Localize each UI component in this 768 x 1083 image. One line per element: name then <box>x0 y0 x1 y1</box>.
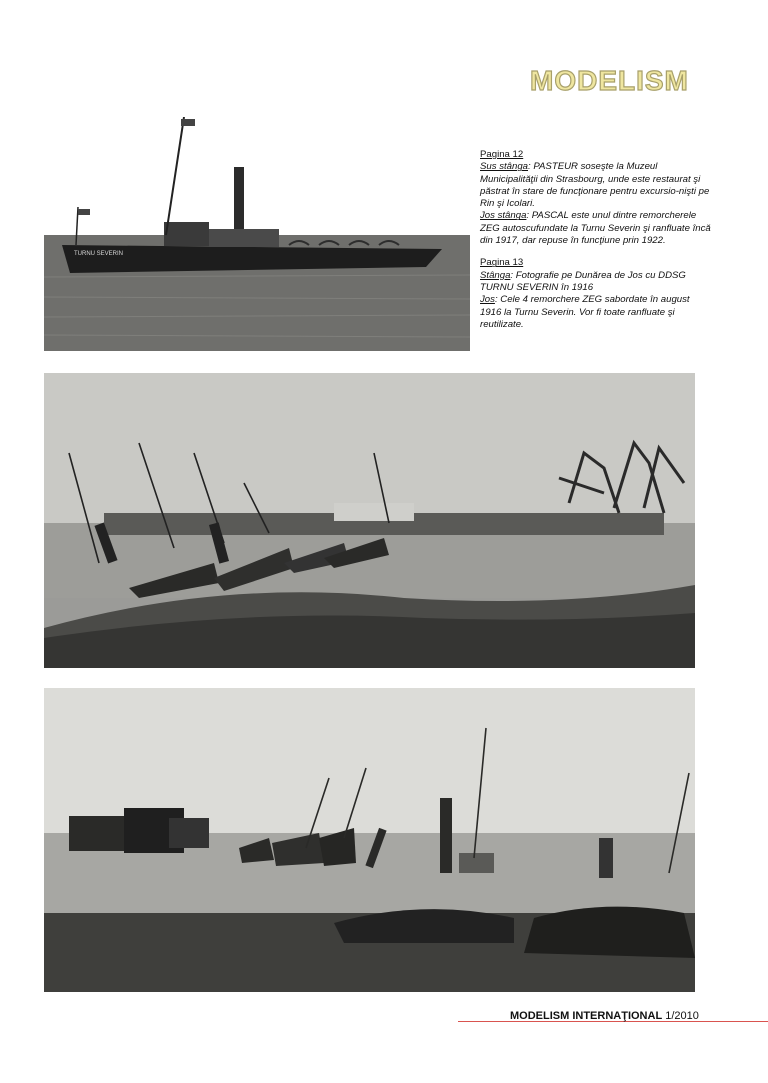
photo-steam-tug <box>44 117 470 351</box>
caption-label: Stânga <box>480 269 511 281</box>
caption-page12-top-left <box>480 161 712 210</box>
ship-name-text: TURNU SEVERIN <box>74 251 124 257</box>
caption-label: Jos stânga <box>480 210 527 222</box>
caption-text: : Fotografie pe Dunărea de Jos cu DDSG TURNU SEVERIN în 1916 <box>480 269 686 293</box>
caption-text: : PASTEUR soseşte la Muzeul Municipalităţii din Strasbourg, unde este restaurat şi păstrat în stare de funcţionare pentru excursio-nişti pe Rin şi Icolari. <box>480 161 710 210</box>
caption-page13-bottom <box>480 294 712 331</box>
brand-title: MODELISM <box>530 65 689 96</box>
caption-page12-title: Pagina 12 <box>480 149 524 160</box>
caption-label: Sus stânga <box>480 161 529 173</box>
caption-page13-title: Pagina 13 <box>480 257 524 269</box>
photo-captions <box>480 149 712 331</box>
caption-page12-bottom-left <box>480 210 712 247</box>
brand-logo <box>528 62 698 98</box>
caption-page13-left <box>480 270 712 295</box>
caption-text: : Cele 4 remorchere ZEG sabordate în august 1916 la Turnu Severin. Vor fi toate ranfluate şi reutilizate. <box>480 294 690 330</box>
photo-four-sunken-tugs <box>44 688 695 992</box>
footer-issue: 1/2010 <box>665 1010 699 1022</box>
photo-scuttled-tugs-harbour <box>44 373 695 668</box>
footer-magazine-name: MODELISM INTERNAŢIONAL <box>510 1010 663 1022</box>
page-footer <box>510 1010 699 1022</box>
caption-label: Jos <box>480 294 495 306</box>
caption-text: : PASCAL este unul dintre remorcherele ZEG autoscufundate la Turnu Severin şi ranfluate încă din 1917, dar repuse în funcţiune prin 1922. <box>480 210 711 247</box>
